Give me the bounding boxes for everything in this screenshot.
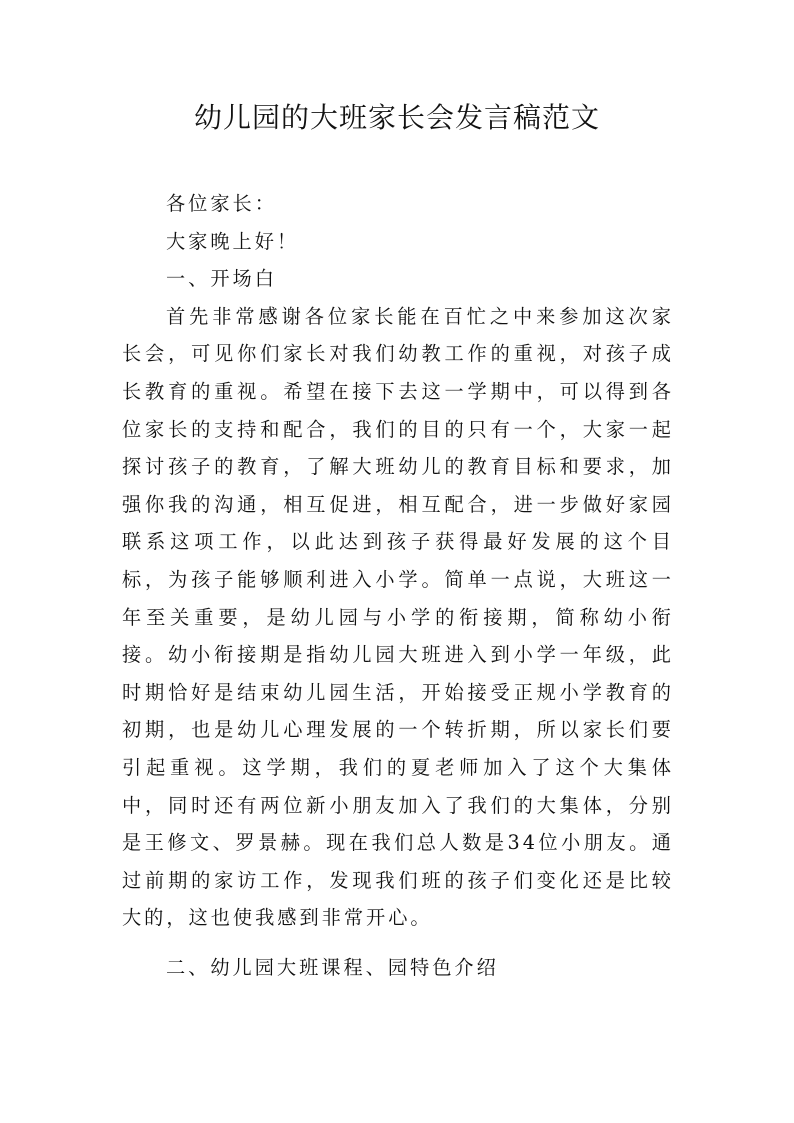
section-heading-2: 二、幼儿园大班课程、园特色介绍 xyxy=(166,955,499,979)
body-paragraph: 首先非常感谢各位家长能在百忙之中来参加这次家长会，可见你们家长对我们幼教工作的重视，对孩子成长教育的重视。希望在接下去这一学期中，可以得到各位家长的支持和配合，我们的目的只有一个，大家一起探讨孩子的教育，了解大班幼儿的教育目标和要求，加强你我的沟通，相互促进，相互配合，进一步做好家园联系这项工作，以此达到孩子获得最好发展的这个目标，为孩子能够顺利进入小学。简单一点说，大班这一年至关重要，是幼儿园与小学的衔接期，简称幼小衔接。幼小衔接期是指幼儿园大班进入到小学一年级，此时期恰好是结束幼儿园生活，开始接受正规小学教育的初期，也是幼儿心理发展的一个转折期，所以家长们要引起重视。这学期，我们的夏老师加入了这个大集体中，同时还有两位新小朋友加入了我们的大集体，分别是王修文、罗景赫。现在我们总人数是34位小朋友。通过前期的家访工作，发现我们班的孩子们变化还是比较大的，这也使我感到非常开心。 xyxy=(122,304,674,930)
salutation: 各位家长： xyxy=(166,192,277,215)
section-heading-1: 一、开场白 xyxy=(166,267,277,291)
document-body xyxy=(122,185,674,986)
greeting: 大家晚上好！ xyxy=(166,229,300,253)
document-title: 幼儿园的大班家长会发言稿范文 xyxy=(193,101,600,134)
